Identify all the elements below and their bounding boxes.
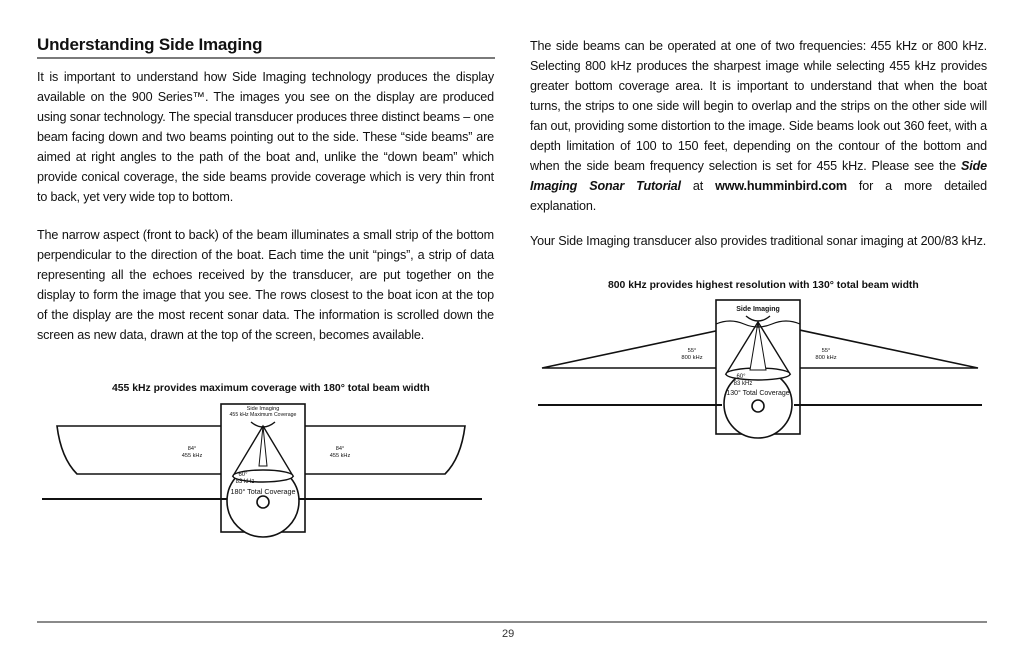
right-beam-angle: 55° bbox=[821, 348, 831, 354]
website-reference: www.humminbird.com bbox=[715, 179, 847, 193]
left-paragraph-2: The narrow aspect (front to back) of the beam illuminates a small strip of the bottom perpendicular to the direction of the boat. Each time the unit “pings”, a strip of data representing all the echoes received by the transducer, are put together on the display to form the image that you see. The rows closest to the boat icon at the top of the display are the most recent sonar data. The information is scrolled down the screen as new data, drawn at the top of the screen, becomes available. bbox=[37, 228, 494, 342]
right-beam-angle: 84° bbox=[335, 446, 345, 452]
down-beam-angle: 60° bbox=[736, 374, 746, 380]
left-beam-freq: 800 kHz bbox=[681, 355, 703, 361]
side-imaging-label: Side Imaging bbox=[736, 306, 780, 313]
page-number: 29 bbox=[502, 628, 515, 640]
right-paragraph-1-joiner: at bbox=[680, 179, 716, 193]
down-beam-angle: 60° bbox=[238, 472, 248, 478]
diagram-455-caption: 455 kHz provides maximum coverage with 180° total beam width bbox=[112, 383, 430, 394]
left-beam-angle: 55° bbox=[687, 348, 697, 354]
diagram-800 bbox=[530, 294, 990, 439]
side-imaging-label: Side Imaging bbox=[246, 406, 280, 412]
right-beam-freq: 455 kHz bbox=[329, 453, 351, 459]
section-title: Understanding Side Imaging bbox=[37, 35, 263, 54]
transducer-icon bbox=[752, 400, 764, 412]
total-coverage: 130° Total Coverage bbox=[726, 390, 790, 397]
down-beam-freq: 83 kHz bbox=[733, 381, 753, 387]
left-beam-angle: 84° bbox=[187, 446, 197, 452]
coverage-label: 455 kHz Maximum Coverage bbox=[229, 412, 297, 418]
down-beam-freq: 83 kHz bbox=[235, 479, 255, 485]
left-paragraph-1: It is important to understand how Side Imaging technology produces the display available on the 900 Series™. The images you see on the display are produced using sonar technology. The special transducer produces three distinct beams – one beam facing down and two beams pointing out to the side. These “side beams” are aimed at right angles to the path of the boat and, unlike the “down beam” which provide conical coverage, the side beams provide coverage which is very thin front to back, yet very wide top to bottom. bbox=[37, 70, 494, 204]
total-coverage: 180° Total Coverage bbox=[230, 487, 296, 496]
tutorial-reference: Side Imaging Sonar Tutorial bbox=[530, 159, 987, 193]
right-beam-freq: 800 kHz bbox=[815, 355, 837, 361]
diagram-800-caption: 800 kHz provides highest resolution with 130° total beam width bbox=[608, 280, 919, 291]
footer-rule bbox=[37, 621, 987, 623]
right-side-beam bbox=[287, 426, 465, 474]
right-paragraph-1-end: for a more detailed explanation. bbox=[530, 179, 987, 213]
left-beam-freq: 455 kHz bbox=[181, 453, 203, 459]
right-paragraph-2: Your Side Imaging transducer also provides traditional sonar imaging at 200/83 kHz. bbox=[530, 234, 987, 248]
diagram-455 bbox=[37, 398, 487, 543]
right-paragraph-1 bbox=[530, 36, 987, 216]
title-underline bbox=[37, 57, 495, 59]
transducer-icon bbox=[257, 496, 269, 508]
right-paragraph-1-text: The side beams can be operated at one of two frequencies: 455 kHz or 800 kHz. Selecting 800 kHz produces the sharpest image while selecting 455 kHz provides greater bottom coverage area. It is important to understand that when the boat turns, the strips to one side will begin to overlap and the strips on the other side will fan out, providing some distortion to the image. Side beams look out 360 feet, with a depth limitation of 100 to 150 feet, depending on the contour of the bottom and when the side beam frequency selection is set for 455 kHz. Please see the bbox=[530, 39, 987, 173]
